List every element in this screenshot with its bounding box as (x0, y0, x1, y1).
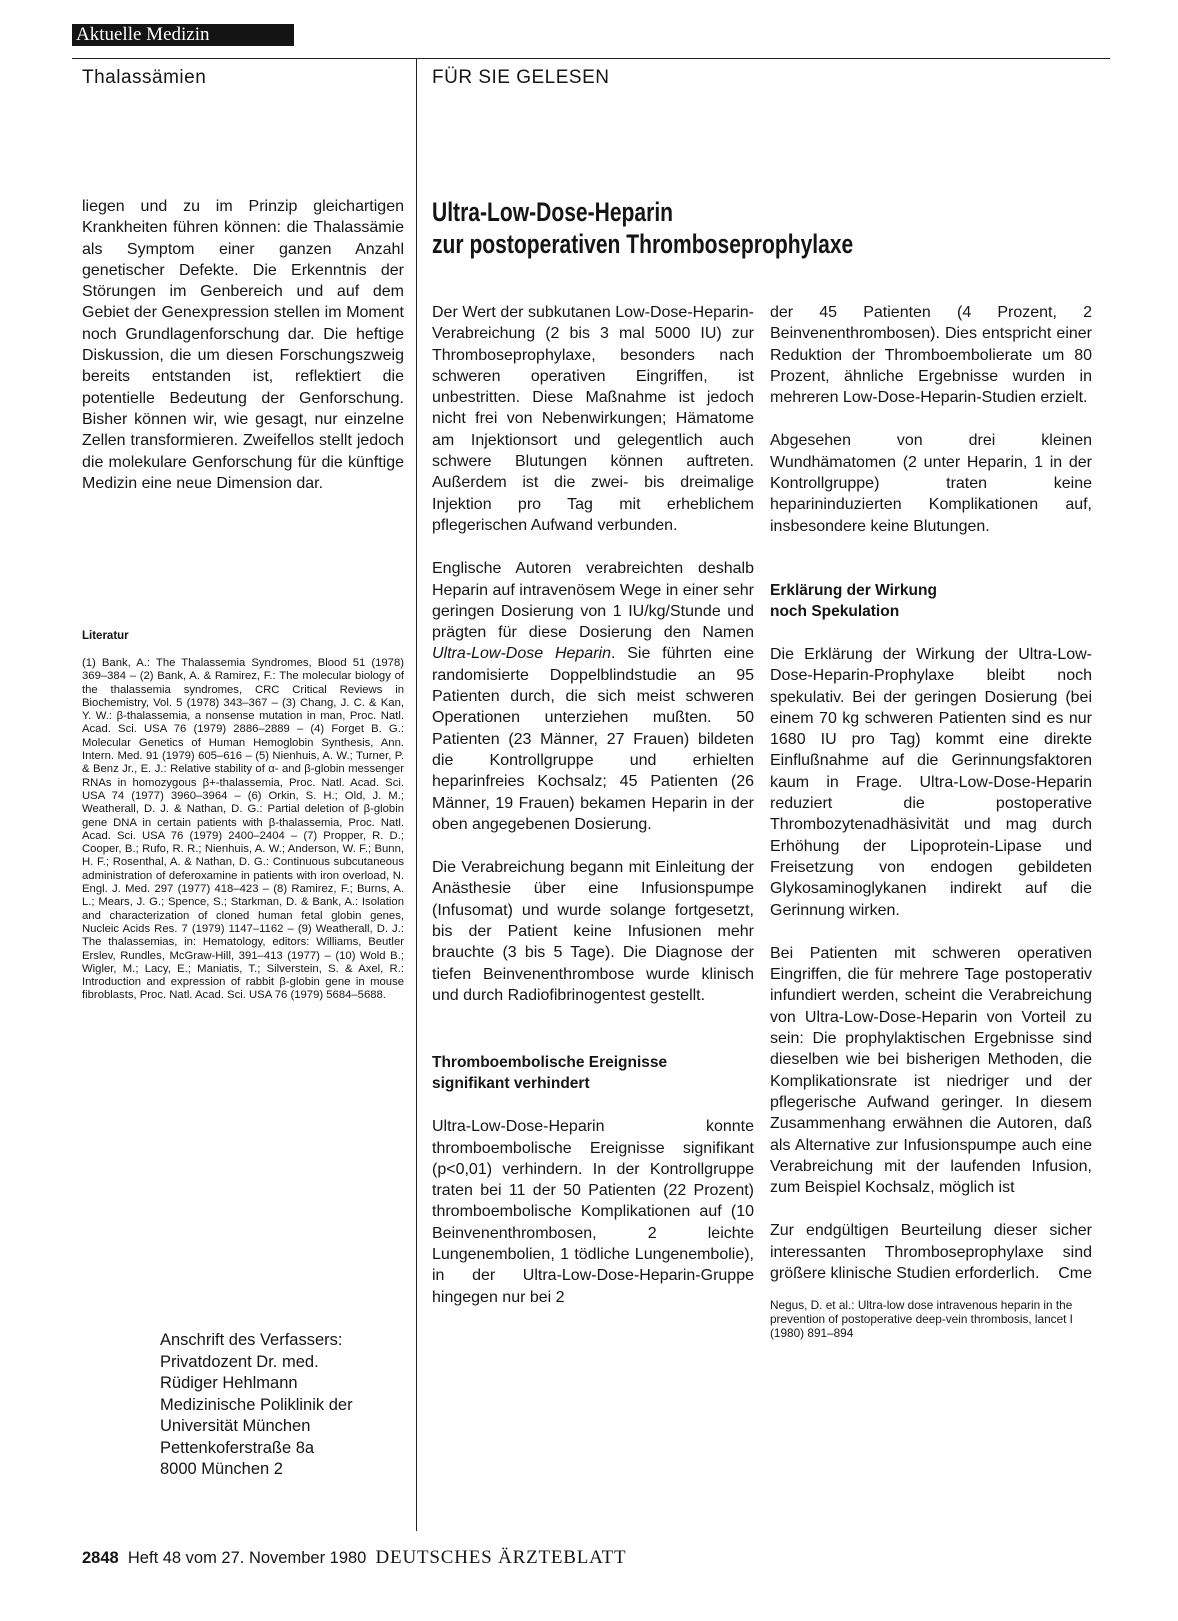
paragraph: Der Wert der subkutanen Low-Dose-Heparin-Verabreichung (2 bis 3 mal 5000 IU) zur Thromboseprophylaxe, besonders nach schweren operativen Eingriffen, ist unbestritten. Diese Maßnahme ist jedoch nicht frei von Nebenwirkungen; Hämatome am Injektionsort und gelegentlich auch schwere Blutungen können auftreten. Außerdem ist die zwei- bis dreimalige Injektion pro Tag mit erheblichem pflegerischen Aufwand verbunden. (432, 304, 754, 534)
top-rule (72, 58, 1110, 59)
paragraph: Englische Autoren verabreichten deshalb Heparin auf intravenösem Wege in einer sehr geringen Dosierung von 1 IU/kg/Stunde und prägten für diese Dosierung den Namen Ultra-Low-Dose Heparin. Sie führten eine randomisierte Doppelblindstudie an 95 Patienten durch, die sich meist schweren Operationen unterziehen mußten. 50 Patienten (23 Männer, 27 Frauen) bildeten die Kontrollgruppe und erhielten heparinfreies Kochsalz; 45 Patienten (26 Männer, 19 Frauen) bekamen Heparin in der oben angegebenen Dosierung. (432, 560, 754, 833)
address-line: Privatdozent Dr. med. (160, 1352, 319, 1371)
right-running-head: FÜR SIE GELESEN (432, 67, 610, 88)
paragraph: Bei Patienten mit schweren operativen Eingriffen, die für mehrere Tage postoperativ infundiert werden, scheint die Verabreichung von Ultra-Low-Dose-Heparin von Vorteil zu sein: Die prophylaktischen Ergebnisse sind dieselben wie bei bisherigen Methoden, die Komplikationsrate ist niedriger und der pflegerische Aufwand geringer. In diesem Zusammenhang erwähnen die Autoren, daß als Alternative zur Infusionspumpe auch eine Verabreichung mit der laufenden Infusion, zum Beispiel Kochsalz, möglich ist (770, 944, 1092, 1197)
article-title-line: Ultra-Low-Dose-Heparin (432, 197, 674, 227)
literature-list: (1) Bank, A.: The Thalassemia Syndromes, Blood 51 (1978) 369–384 – (2) Bank, A. & Ramirez, F.: The molecular biology of the thalassemia syndromes, CRC Critical Reviews in Biochemistry, Vol. 5 (1978) 343–367 – (3) Chang, J. C. & Kan, Y. W.: β-thalassemia, a nonsense mutation in man, Proc. Natl. Acad. Sci. USA 76 (1979) 2886–2889 – (4) Forget B. G.: Molecular Genetics of Human Hemoglobin Synthesis, Ann. Intern. Med. 91 (1979) 605–616 – (5) Nienhuis, A. W.; Turner, P. & Benz Jr., E. J.: Relative stability of α- and β-globin messenger RNAs in homozygous β+-thalassemia, Proc. Natl. Acad. Sci. USA 74 (1977) 3960–3964 – (6) Orkin, S. H.; Old, J. M.; Weatherall, D. J. & Nathan, D. G.: Partial deletion of β-globin gene DNA in certain patients with β-thalassemia, Proc. Natl. Acad. Sci. USA 76 (1979) 2400–2404 – (7) Propper, R. D.; Cooper, B.; Rufo, R. R.; Nienhuis, A. W.; Anderson, W. F.; Bunn, H. F.; Rosenthal, A. & Nathan, D. G.: Continuous subcutaneous administration of deferoxamine in patients with iron overload, N. Engl. J. Med. 297 (1977) 418–423 – (8) Ramirez, F.; Burns, A. L.; Mears, J. G.; Spence, S.; Starkman, D. & Bank, A.: Isolation and characterization of cloned human fetal globin genes, Nucleic Acids Res. 7 (1979) 1147–1162 – (9) Weatherall, D. J.: The thalassemias, in: Hematology, editors: Williams, Beutler Erslev, Rundles, McGraw-Hill, 391–413 (1977) – (10) Wold B.; Wigler, M.; Lacy, E.; Maniatis, T.; Silverstein, S. & Axel, R.: Introduction and expression of rabbit β-globin gene in mouse fibroblasts, Proc. Natl. Acad. Sci. USA 76 (1979) 5684–5688. (82, 657, 404, 1002)
italic-term: Ultra-Low-Dose Heparin (432, 645, 611, 663)
address-line: Rüdiger Hehlmann (160, 1374, 298, 1392)
paragraph: Zur endgültigen Beurteilung dieser sicher interessanten Thromboseprophylaxe sind größere klinische Studien erforderlich. Cme (770, 1220, 1092, 1284)
literature-heading: Literatur (82, 630, 129, 642)
section-label: Aktuelle Medizin (76, 24, 210, 45)
page-footer (82, 1547, 626, 1569)
author-signature: Cme (1058, 1264, 1092, 1282)
subheading: Erklärung der Wirkung noch Spekulation (770, 581, 937, 620)
article-column-2 (770, 302, 1092, 1340)
paragraph: Abgesehen von drei kleinen Wundhämatomen (2 unter Heparin, 1 in der Kontrollgruppe) traten keine heparininduzierten Komplikationen auf, insbesondere keine Blutungen. (770, 432, 1092, 535)
address-line: Universität München (160, 1417, 311, 1435)
paragraph: der 45 Patienten (4 Prozent, 2 Beinvenenthrombosen). Dies entspricht einer Reduktion der Thromboembolierate um 80 Prozent, ähnliche Ergebnisse wurden in mehreren Low-Dose-Heparin-Studien erzielt. (770, 304, 1092, 407)
paragraph: Die Erklärung der Wirkung der Ultra-Low-Dose-Heparin-Prophylaxe bleibt noch spekulativ. Bei der geringen Dosierung (bei einem 70 kg schweren Patienten sind es nur 1680 IU pro Tag) kommt eine direkte Einflußnahme auf die Gerinnungsfaktoren kaum in Frage. Ultra-Low-Dose-Heparin reduziert die postoperative Thrombozytenadhäsivität und mag durch Erhöhung der Lipoprotein-Lipase und Freisetzung von endogen gebildeten Glykosaminoglykanen indirekt auf die Gerinnung wirken. (770, 645, 1092, 919)
column-divider (416, 58, 417, 1531)
paragraph: Ultra-Low-Dose-Heparin konnte thromboembolische Ereignisse signifikant (p<0,01) verhindern. In der Kontrollgruppe traten bei 11 der 50 Patienten (22 Prozent) thromboembolische Komplikationen auf (10 Beinvenenthrombosen, 2 leichte Lungenembolien, 1 tödliche Lungenembolie), in der Ultra-Low-Dose-Heparin-Gruppe hingegen nur bei 2 (432, 1118, 754, 1306)
author-address (160, 1330, 410, 1481)
left-column-body: liegen und zu im Prinzip gleichartigen Krankheiten führen können: die Thalassämie als Symptom einer ganzen Anzahl genetischer Defekte. Die Erkenntnis der Störungen im Genbereich und auf dem Gebiet der Genexpression stellen im Moment noch Grundlagenforschung dar. Die heftige Diskussion, die um diesen Forschungszweig bereits entstanden ist, reflektiert die potentielle Bedeutung der Genforschung. Bisher können wir, wie gesagt, nur einzelne Zellen transformieren. Zweifellos stellt jedoch die molekulare Genforschung für die künftige Medizin eine neue Dimension dar. (82, 198, 404, 492)
address-line: 8000 München 2 (160, 1460, 283, 1478)
article-title-line: zur postoperativen Thromboseprophylaxe (432, 229, 854, 259)
address-line: Anschrift des Verfassers: (160, 1331, 343, 1349)
left-running-head: Thalassämien (82, 67, 207, 88)
address-line: Medizinische Poliklinik der (160, 1395, 353, 1414)
article-title (432, 196, 962, 260)
section-banner (72, 24, 294, 46)
article-column-1 (432, 302, 754, 1308)
address-line: Pettenkoferstraße 8a (160, 1438, 315, 1457)
journal-name: DEUTSCHES ÄRZTEBLATT (375, 1547, 627, 1568)
subheading: Thromboembolische Ereignisse signifikant verhindert (432, 1054, 668, 1093)
page-number: 2848 (82, 1549, 119, 1567)
issue-info: Heft 48 vom 27. November 1980 (127, 1549, 367, 1567)
source-citation: Negus, D. et al.: Ultra-low dose intravenous heparin in the prevention of postoperative deep-vein thrombosis, lancet I (1980) 891–894 (770, 1298, 1073, 1341)
paragraph: Die Verabreichung begann mit Einleitung der Anästhesie über eine Infusionspumpe (Infusomat) und wurde solange fortgesetzt, bis der Patient keine Infusionen mehr brauchte (3 bis 5 Tage). Die Diagnose der tiefen Beinvenenthrombose wurde klinisch und durch Radiofibrinogentest gestellt. (432, 859, 754, 1004)
